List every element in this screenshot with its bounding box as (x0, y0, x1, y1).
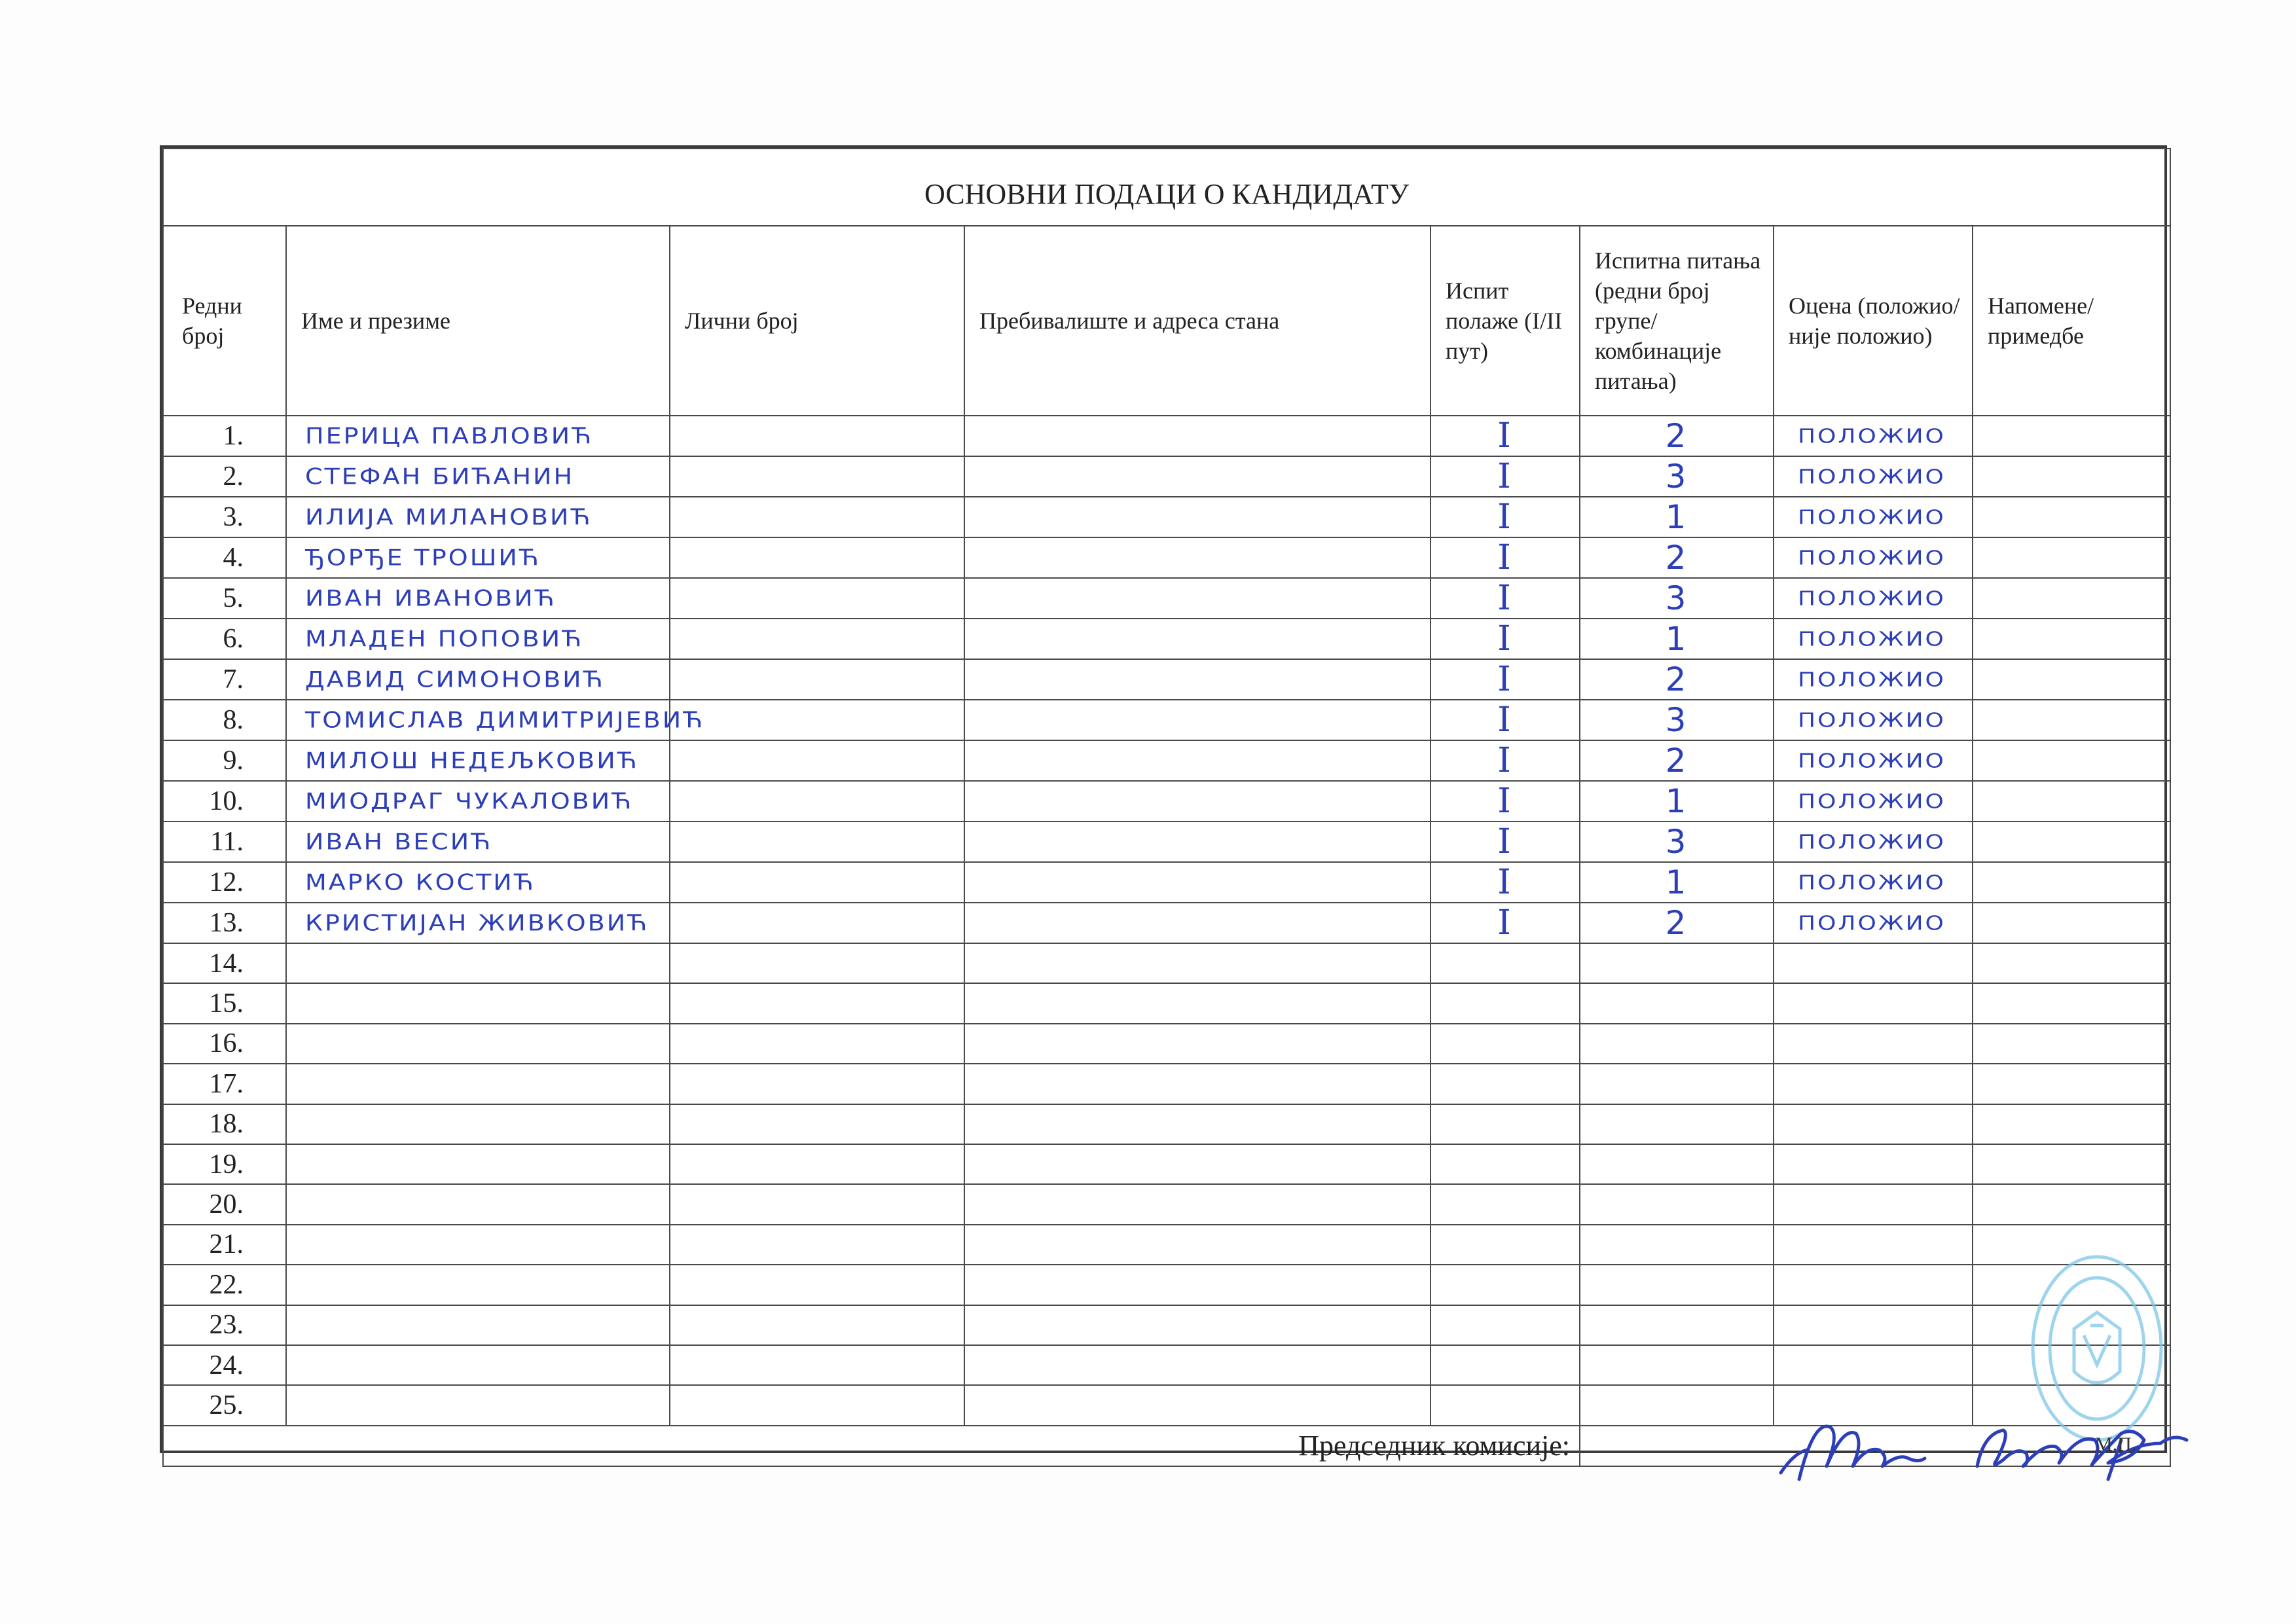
question-group-cell-handwriting: 3 (1665, 458, 1688, 496)
notes-cell (1973, 821, 2170, 862)
table-row (163, 456, 2170, 497)
candidate-name (286, 781, 670, 821)
attempt-cell (1430, 416, 1580, 456)
grade-cell (1774, 700, 1973, 740)
column-header-address: Пребивалиште и адреса стана (964, 226, 1430, 416)
attempt-cell (1430, 821, 1580, 862)
grade-cell-handwriting: ПОЛОЖИО (1798, 830, 1946, 854)
grade-cell (1774, 619, 1973, 659)
question-group-cell (1580, 1305, 1774, 1345)
personal-id-cell (670, 862, 964, 903)
question-group-cell (1580, 1144, 1774, 1184)
question-group-cell (1580, 821, 1774, 862)
notes-cell (1973, 456, 2170, 497)
grade-cell (1774, 659, 1973, 700)
address-cell (964, 1305, 1430, 1345)
grade-cell-handwriting: ПОЛОЖИО (1798, 749, 1946, 772)
table-row (163, 1064, 2170, 1104)
table-row (163, 821, 2170, 862)
grade-cell-handwriting: ПОЛОЖИО (1798, 465, 1946, 488)
candidate-name (286, 497, 670, 537)
table-row (163, 659, 2170, 700)
personal-id-cell (670, 903, 964, 943)
personal-id-cell (670, 1385, 964, 1425)
candidate-name (286, 1104, 670, 1144)
grade-cell-handwriting: ПОЛОЖИО (1798, 627, 1946, 651)
attempt-cell (1430, 1305, 1580, 1345)
table-row (163, 903, 2170, 943)
table-row (163, 1184, 2170, 1224)
notes-cell (1973, 903, 2170, 943)
row-number: 2. (163, 456, 286, 497)
notes-cell (1973, 537, 2170, 578)
address-cell (964, 1064, 1430, 1104)
row-number: 16. (163, 1024, 286, 1064)
grade-cell-handwriting: ПОЛОЖИО (1798, 789, 1946, 813)
candidate-name (286, 1184, 670, 1224)
attempt-cell-handwriting: I (1497, 863, 1513, 902)
grade-cell-handwriting: ПОЛОЖИО (1798, 871, 1946, 894)
candidate-name-handwriting: МАРКО КОСТИЋ (305, 869, 536, 895)
grade-cell (1774, 821, 1973, 862)
column-header-exam-questions: Испитна питања (редни број групе/ комбинације питања) (1580, 226, 1774, 416)
candidate-data-form (160, 145, 2167, 1462)
attempt-cell-handwriting: I (1497, 700, 1513, 740)
notes-cell (1973, 700, 2170, 740)
candidate-name (286, 1225, 670, 1265)
grade-cell-handwriting: ПОЛОЖИО (1798, 911, 1946, 935)
question-group-cell (1580, 740, 1774, 781)
attempt-cell-handwriting: I (1497, 822, 1513, 861)
personal-id-cell (670, 983, 964, 1023)
candidate-name-handwriting: ЂОРЂЕ ТРОШИЋ (305, 545, 541, 571)
row-number: 22. (163, 1265, 286, 1305)
address-cell (964, 1345, 1430, 1385)
address-cell (964, 781, 1430, 821)
row-number: 24. (163, 1345, 286, 1385)
question-group-cell-handwriting: 2 (1665, 742, 1688, 780)
candidate-name-handwriting: ИВАН ИВАНОВИЋ (305, 585, 556, 611)
table-row (163, 1345, 2170, 1385)
attempt-cell-handwriting: I (1497, 903, 1513, 943)
grade-cell (1774, 943, 1973, 983)
grade-cell (1774, 740, 1973, 781)
question-group-cell (1580, 1064, 1774, 1104)
address-cell (964, 497, 1430, 537)
table-row (163, 1265, 2170, 1305)
candidate-name (286, 578, 670, 619)
address-cell (964, 821, 1430, 862)
attempt-cell-handwriting: I (1497, 741, 1513, 780)
attempt-cell (1430, 659, 1580, 700)
question-group-cell (1580, 619, 1774, 659)
address-cell (964, 456, 1430, 497)
grade-cell (1774, 862, 1973, 903)
question-group-cell (1580, 862, 1774, 903)
address-cell (964, 983, 1430, 1023)
notes-cell (1973, 416, 2170, 456)
personal-id-cell (670, 1265, 964, 1305)
personal-id-cell (670, 1024, 964, 1064)
notes-cell (1973, 943, 2170, 983)
question-group-cell (1580, 1345, 1774, 1385)
table-row (163, 740, 2170, 781)
attempt-cell-handwriting: I (1497, 457, 1513, 496)
address-cell (964, 416, 1430, 456)
address-cell (964, 659, 1430, 700)
attempt-cell (1430, 903, 1580, 943)
table-row (163, 416, 2170, 456)
personal-id-cell (670, 1305, 964, 1345)
candidate-name-handwriting: ИВАН ВЕСИЋ (305, 829, 493, 855)
personal-id-cell (670, 497, 964, 537)
address-cell (964, 903, 1430, 943)
attempt-cell (1430, 1024, 1580, 1064)
question-group-cell-handwriting: 1 (1665, 498, 1688, 536)
row-number: 12. (163, 862, 286, 903)
attempt-cell-handwriting: I (1497, 782, 1513, 821)
personal-id-cell (670, 943, 964, 983)
address-cell (964, 740, 1430, 781)
grade-cell (1774, 1064, 1973, 1104)
attempt-cell-handwriting: I (1497, 619, 1513, 659)
candidate-name (286, 700, 705, 740)
attempt-cell (1430, 619, 1580, 659)
grade-cell (1774, 1265, 1973, 1305)
question-group-cell (1580, 943, 1774, 983)
grade-cell (1774, 1225, 1973, 1265)
table-row (163, 497, 2170, 537)
column-header-grade: Оцена (положио/ није положио) (1774, 226, 1973, 416)
notes-cell (1973, 862, 2170, 903)
address-cell (964, 1385, 1430, 1425)
candidate-name-handwriting: ИЛИЈА МИЛАНОВИЋ (305, 504, 592, 530)
candidate-name-handwriting: СТЕФАН БИЋАНИН (305, 463, 575, 490)
question-group-cell (1580, 537, 1774, 578)
address-cell (964, 1144, 1430, 1184)
column-header-personal-id: Лични број (670, 226, 964, 416)
table-row (163, 1305, 2170, 1345)
grade-cell (1774, 903, 1973, 943)
row-number: 7. (163, 659, 286, 700)
notes-cell (1973, 781, 2170, 821)
notes-cell (1973, 1144, 2170, 1184)
personal-id-cell (670, 700, 964, 740)
attempt-cell (1430, 943, 1580, 983)
grade-cell-handwriting: ПОЛОЖИО (1798, 505, 1946, 529)
question-group-cell-handwriting: 2 (1665, 417, 1688, 455)
candidate-name (286, 659, 670, 700)
attempt-cell-handwriting: I (1497, 416, 1513, 456)
row-number: 3. (163, 497, 286, 537)
grade-cell (1774, 1024, 1973, 1064)
table-row (163, 537, 2170, 578)
question-group-cell (1580, 1225, 1774, 1265)
personal-id-cell (670, 781, 964, 821)
personal-id-cell (670, 659, 964, 700)
attempt-cell (1430, 497, 1580, 537)
address-cell (964, 1225, 1430, 1265)
address-cell (964, 862, 1430, 903)
personal-id-cell (670, 1345, 964, 1385)
personal-id-cell (670, 1144, 964, 1184)
attempt-cell (1430, 456, 1580, 497)
address-cell (964, 943, 1430, 983)
notes-cell (1973, 1104, 2170, 1144)
personal-id-cell (670, 456, 964, 497)
question-group-cell-handwriting: 3 (1665, 701, 1688, 739)
address-cell (964, 537, 1430, 578)
grade-cell (1774, 1184, 1973, 1224)
question-group-cell-handwriting: 1 (1665, 782, 1688, 820)
row-number: 5. (163, 578, 286, 619)
row-number: 25. (163, 1385, 286, 1425)
personal-id-cell (670, 1104, 964, 1144)
candidate-name (286, 1024, 670, 1064)
candidate-name (286, 456, 670, 497)
attempt-cell (1430, 781, 1580, 821)
question-group-cell (1580, 983, 1774, 1023)
grade-cell (1774, 1305, 1973, 1345)
grade-cell (1774, 983, 1973, 1023)
personal-id-cell (670, 1225, 964, 1265)
question-group-cell (1580, 1265, 1774, 1305)
column-header-attempt: Испит полаже (I/II пут) (1430, 226, 1580, 416)
grade-cell (1774, 781, 1973, 821)
candidate-name-handwriting: ТОМИСЛАВ ДИМИТРИЈЕВИЋ (305, 707, 705, 733)
candidate-name-handwriting: КРИСТИЈАН ЖИВКОВИЋ (305, 910, 649, 936)
candidate-name (286, 943, 670, 983)
address-cell (964, 1184, 1430, 1224)
column-header-name: Име и презиме (286, 226, 670, 416)
table-row (163, 781, 2170, 821)
attempt-cell (1430, 983, 1580, 1023)
seal-placeholder-label: М.П. (2095, 1434, 2137, 1455)
address-cell (964, 1024, 1430, 1064)
question-group-cell (1580, 903, 1774, 943)
candidate-name (286, 416, 670, 456)
question-group-cell-handwriting: 3 (1665, 579, 1688, 617)
attempt-cell (1430, 700, 1580, 740)
notes-cell (1973, 619, 2170, 659)
table-row (163, 943, 2170, 983)
row-number: 14. (163, 943, 286, 983)
row-number: 15. (163, 983, 286, 1023)
candidate-name (286, 903, 670, 943)
question-group-cell (1580, 416, 1774, 456)
attempt-cell (1430, 862, 1580, 903)
question-group-cell (1580, 497, 1774, 537)
attempt-cell (1430, 740, 1580, 781)
attempt-cell-handwriting: I (1497, 660, 1513, 699)
grade-cell-handwriting: ПОЛОЖИО (1798, 424, 1946, 448)
column-header-notes: Напомене/ примедбе (1973, 226, 2170, 416)
row-number: 6. (163, 619, 286, 659)
address-cell (964, 619, 1430, 659)
candidate-name (286, 1064, 670, 1104)
table-row (163, 578, 2170, 619)
question-group-cell (1580, 578, 1774, 619)
candidate-name-handwriting: МИЛОШ НЕДЕЉКОВИЋ (305, 748, 639, 774)
attempt-cell (1430, 1104, 1580, 1144)
table-row (163, 1024, 2170, 1064)
question-group-cell (1580, 1184, 1774, 1224)
grade-cell-handwriting: ПОЛОЖИО (1798, 546, 1946, 569)
commission-chair-label: Председник комисије: (163, 1426, 1580, 1466)
question-group-cell (1580, 781, 1774, 821)
table-row (163, 619, 2170, 659)
question-group-cell-handwriting: 1 (1665, 863, 1688, 901)
address-cell (964, 1265, 1430, 1305)
candidate-name (286, 1345, 670, 1385)
question-group-cell (1580, 700, 1774, 740)
attempt-cell (1430, 578, 1580, 619)
grade-cell (1774, 1104, 1973, 1144)
question-group-cell (1580, 1024, 1774, 1064)
notes-cell (1973, 983, 2170, 1023)
personal-id-cell (670, 537, 964, 578)
candidate-name (286, 537, 670, 578)
grade-cell (1774, 537, 1973, 578)
question-group-cell-handwriting: 1 (1665, 620, 1688, 658)
question-group-cell-handwriting: 2 (1665, 539, 1688, 577)
grade-cell-handwriting: ПОЛОЖИО (1798, 708, 1946, 732)
attempt-cell (1430, 1144, 1580, 1184)
question-group-cell (1580, 456, 1774, 497)
grade-cell-handwriting: ПОЛОЖИО (1798, 668, 1946, 691)
row-number: 8. (163, 700, 286, 740)
row-number: 17. (163, 1064, 286, 1104)
candidate-name-handwriting: МЛАДЕН ПОПОВИЋ (305, 626, 584, 652)
address-cell (964, 1104, 1430, 1144)
row-number: 20. (163, 1184, 286, 1224)
table-row (163, 1144, 2170, 1184)
notes-cell (1973, 578, 2170, 619)
candidate-name (286, 1305, 670, 1345)
question-group-cell (1580, 659, 1774, 700)
grade-cell (1774, 497, 1973, 537)
personal-id-cell (670, 1184, 964, 1224)
attempt-cell (1430, 1184, 1580, 1224)
table-row (163, 862, 2170, 903)
row-number: 11. (163, 821, 286, 862)
attempt-cell (1430, 1345, 1580, 1385)
personal-id-cell (670, 740, 964, 781)
table-row (163, 1104, 2170, 1144)
grade-cell (1774, 1345, 1973, 1385)
table-row (163, 983, 2170, 1023)
row-number: 4. (163, 537, 286, 578)
candidate-name (286, 862, 670, 903)
question-group-cell-handwriting: 2 (1665, 660, 1688, 698)
row-number: 9. (163, 740, 286, 781)
question-group-cell-handwriting: 2 (1665, 904, 1688, 942)
notes-cell (1973, 1184, 2170, 1224)
personal-id-cell (670, 1064, 964, 1104)
candidate-name-handwriting: ПЕРИЦА ПАВЛОВИЋ (305, 423, 593, 449)
attempt-cell (1430, 1265, 1580, 1305)
candidate-name (286, 740, 670, 781)
candidate-name (286, 1385, 670, 1425)
notes-cell (1973, 1064, 2170, 1104)
notes-cell (1973, 497, 2170, 537)
attempt-cell (1430, 537, 1580, 578)
candidate-name-handwriting: ДАВИД СИМОНОВИЋ (305, 666, 605, 693)
candidate-table (162, 148, 2171, 1467)
address-cell (964, 700, 1430, 740)
question-group-cell-handwriting: 3 (1665, 823, 1688, 861)
personal-id-cell (670, 619, 964, 659)
table-row (163, 700, 2170, 740)
grade-cell (1774, 1144, 1973, 1184)
form-title: ОСНОВНИ ПОДАЦИ О КАНДИДАТУ (163, 149, 2170, 226)
grade-cell (1774, 416, 1973, 456)
attempt-cell (1430, 1064, 1580, 1104)
row-number: 13. (163, 903, 286, 943)
notes-cell (1973, 1024, 2170, 1064)
column-header-number: Редни број (163, 226, 286, 416)
attempt-cell (1430, 1385, 1580, 1425)
personal-id-cell (670, 416, 964, 456)
row-number: 10. (163, 781, 286, 821)
question-group-cell (1580, 1104, 1774, 1144)
row-number: 19. (163, 1144, 286, 1184)
row-number: 21. (163, 1225, 286, 1265)
row-number: 1. (163, 416, 286, 456)
row-number: 18. (163, 1104, 286, 1144)
attempt-cell-handwriting: I (1497, 579, 1513, 618)
question-group-cell (1580, 1385, 1774, 1425)
notes-cell (1973, 659, 2170, 700)
grade-cell-handwriting: ПОЛОЖИО (1798, 586, 1946, 610)
attempt-cell (1430, 1225, 1580, 1265)
table-row (163, 1225, 2170, 1265)
attempt-cell-handwriting: I (1497, 538, 1513, 577)
grade-cell (1774, 578, 1973, 619)
candidate-name (286, 1144, 670, 1184)
candidate-name (286, 983, 670, 1023)
candidate-name (286, 821, 670, 862)
personal-id-cell (670, 578, 964, 619)
candidate-name (286, 619, 670, 659)
notes-cell (1973, 740, 2170, 781)
attempt-cell-handwriting: I (1497, 497, 1513, 537)
row-number: 23. (163, 1305, 286, 1345)
personal-id-cell (670, 821, 964, 862)
candidate-name-handwriting: МИОДРАГ ЧУКАЛОВИЋ (305, 788, 634, 814)
grade-cell (1774, 456, 1973, 497)
chair-signature (1768, 1381, 2226, 1502)
candidate-name (286, 1265, 670, 1305)
address-cell (964, 578, 1430, 619)
